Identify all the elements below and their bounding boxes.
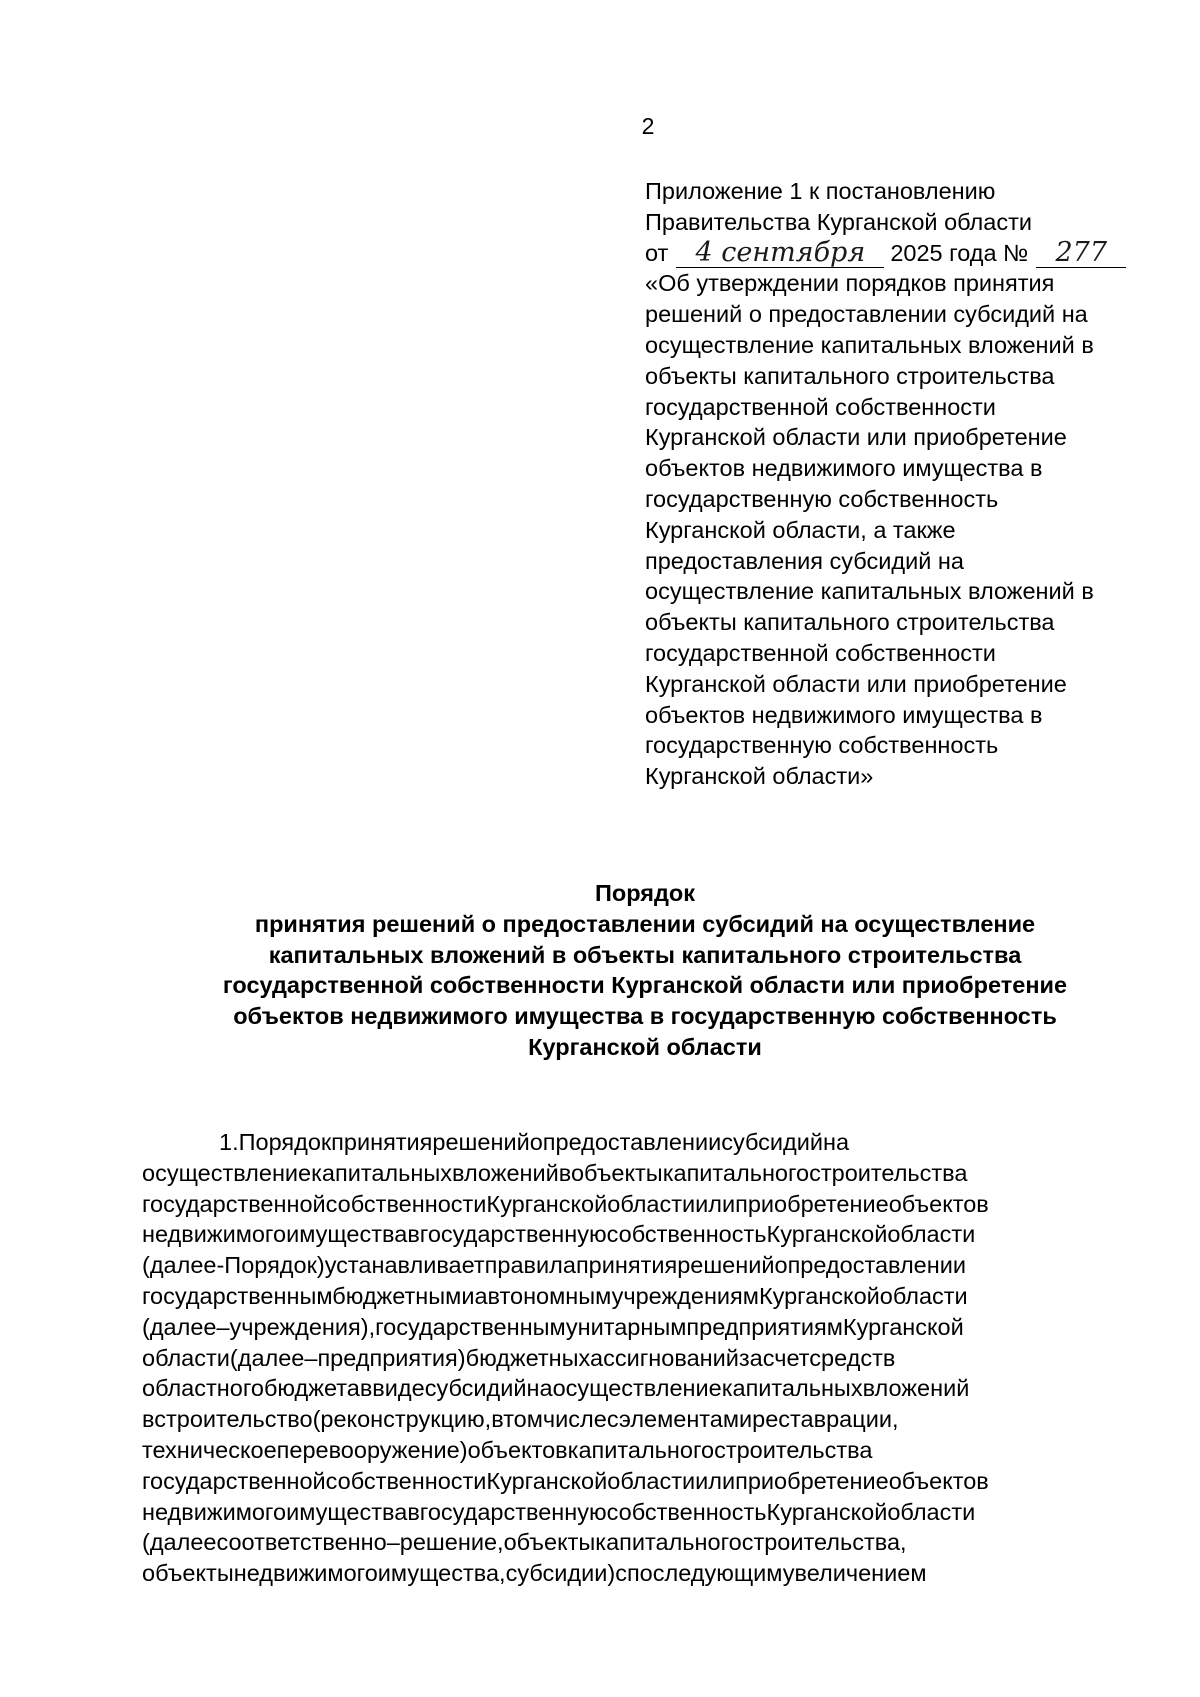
word: собственность bbox=[606, 1221, 767, 1248]
date-prefix: от bbox=[645, 239, 669, 266]
word: области bbox=[879, 1282, 968, 1309]
appendix-header bbox=[645, 176, 1165, 792]
word: (далее bbox=[229, 1344, 305, 1371]
word: в bbox=[359, 1375, 373, 1402]
word: бюджета bbox=[263, 1375, 360, 1402]
body-line bbox=[142, 1281, 1148, 1312]
word: государственным bbox=[142, 1282, 333, 1309]
body-line bbox=[142, 1466, 1148, 1497]
body-line bbox=[142, 1527, 1148, 1558]
appendix-subject-line: Курганской области» bbox=[645, 763, 874, 790]
word: увеличением bbox=[782, 1560, 927, 1587]
word: в bbox=[142, 1406, 155, 1433]
word: государственную bbox=[419, 1498, 607, 1525]
body-line bbox=[142, 1435, 1148, 1466]
handwritten-number: 277 bbox=[1036, 243, 1126, 268]
appendix-subject-line: объекты капитального строительства bbox=[645, 609, 1055, 636]
appendix-subject-line: осуществление капитальных вложений в bbox=[645, 578, 1094, 605]
word: – bbox=[304, 1344, 318, 1371]
appendix-subject-line: решений о предоставлении субсидий на bbox=[645, 301, 1088, 328]
word: с bbox=[606, 1406, 619, 1433]
word: за bbox=[738, 1344, 763, 1371]
word: перевооружение) bbox=[276, 1436, 468, 1463]
word: принятия bbox=[331, 1129, 433, 1155]
appendix-subject-line: Курганской области или приобретение bbox=[645, 670, 1067, 697]
word: строительства bbox=[809, 1159, 968, 1186]
title-line: Порядок bbox=[594, 880, 696, 906]
word: в bbox=[491, 1406, 504, 1433]
body-line bbox=[142, 1373, 1148, 1404]
word: области bbox=[142, 1344, 230, 1371]
word: бюджетных bbox=[465, 1344, 591, 1371]
word: осуществление bbox=[552, 1375, 722, 1402]
word: и bbox=[461, 1282, 475, 1309]
word: вложений bbox=[452, 1159, 559, 1186]
word: приобретение bbox=[735, 1467, 889, 1494]
word: капитальных bbox=[311, 1159, 452, 1186]
word: государственным bbox=[375, 1313, 566, 1340]
word: имущества bbox=[286, 1498, 408, 1525]
word: субсидии) bbox=[505, 1560, 616, 1587]
word: Курганской bbox=[758, 1282, 880, 1309]
appendix-subject-line: государственную собственность bbox=[645, 485, 999, 512]
word: Курганской bbox=[766, 1221, 888, 1248]
word: строительство bbox=[154, 1406, 313, 1433]
word: субсидий bbox=[424, 1375, 527, 1402]
word: недвижимого bbox=[142, 1221, 287, 1248]
word: решений bbox=[432, 1129, 530, 1155]
appendix-subject-line: государственной собственности bbox=[645, 639, 996, 666]
body-line bbox=[142, 1404, 1148, 1435]
word: последующим bbox=[626, 1560, 783, 1587]
word: объектов bbox=[467, 1436, 568, 1463]
word: - bbox=[216, 1252, 225, 1279]
word: реставрации, bbox=[752, 1406, 899, 1433]
word: с bbox=[615, 1560, 627, 1587]
word: в bbox=[407, 1498, 420, 1525]
word: предоставлении bbox=[542, 1129, 722, 1155]
word: имущества, bbox=[377, 1560, 506, 1587]
word: объектов bbox=[888, 1190, 989, 1217]
appendix-subject-line: предоставления субсидий на bbox=[645, 547, 964, 574]
title-line: государственной собственности Курганской области или приобретение bbox=[222, 972, 1068, 999]
word: приобретение bbox=[735, 1190, 889, 1217]
body-line bbox=[142, 1558, 1148, 1589]
appendix-subject-line: государственной собственности bbox=[645, 393, 996, 420]
word: средств bbox=[809, 1344, 896, 1371]
word: ассигнований bbox=[590, 1344, 739, 1371]
word: области bbox=[607, 1190, 696, 1217]
word: собственности bbox=[325, 1190, 487, 1217]
year-text: 2025 года № bbox=[890, 239, 1029, 266]
word: правила bbox=[484, 1252, 576, 1279]
appendix-subject-line: объекты капитального строительства bbox=[645, 362, 1055, 389]
word: том bbox=[503, 1406, 543, 1433]
word: областного bbox=[142, 1375, 264, 1402]
word: области bbox=[887, 1498, 976, 1525]
word: Курганской bbox=[486, 1190, 608, 1217]
word: учреждениям bbox=[611, 1282, 759, 1309]
word: (далее bbox=[142, 1313, 217, 1340]
word: – bbox=[216, 1313, 230, 1340]
word: решение, bbox=[399, 1529, 504, 1556]
word: техническое bbox=[142, 1436, 277, 1463]
word: бюджетным bbox=[332, 1282, 462, 1309]
word: капитальных bbox=[721, 1375, 863, 1402]
word: или bbox=[695, 1190, 736, 1217]
word: капитального bbox=[567, 1436, 715, 1463]
body-line bbox=[142, 1219, 1148, 1250]
word: счет bbox=[762, 1344, 810, 1371]
word: Курганской bbox=[766, 1498, 888, 1525]
page-number: 2 bbox=[641, 113, 655, 139]
word: о bbox=[529, 1129, 543, 1155]
word: элементами bbox=[618, 1406, 753, 1433]
word: Порядок bbox=[238, 1129, 332, 1155]
word: осуществление bbox=[142, 1159, 312, 1186]
word: в bbox=[558, 1159, 571, 1186]
word: о bbox=[774, 1252, 788, 1279]
word: соответственно bbox=[216, 1529, 387, 1556]
word: строительства bbox=[714, 1436, 873, 1463]
word: капитального bbox=[662, 1159, 810, 1186]
word: области bbox=[607, 1467, 696, 1494]
body-line bbox=[142, 1497, 1148, 1528]
word: строительства, bbox=[741, 1529, 907, 1556]
word: или bbox=[695, 1467, 736, 1494]
appendix-subject-line: осуществление капитальных вложений в bbox=[645, 331, 1094, 358]
word: – bbox=[386, 1529, 400, 1556]
body-paragraph bbox=[142, 1127, 1148, 1589]
appendix-line-2: Правительства Курганской области bbox=[645, 208, 1032, 235]
body-line bbox=[142, 1189, 1148, 1220]
handwritten-date: 4 сентября bbox=[676, 243, 884, 268]
title-line: капитальных вложений в объекты капитального строительства bbox=[268, 941, 1022, 968]
appendix-subject-line: объектов недвижимого имущества в bbox=[645, 701, 1043, 728]
word: предприятиям bbox=[686, 1313, 843, 1340]
word: на bbox=[526, 1375, 553, 1402]
word: субсидий bbox=[721, 1129, 824, 1155]
word: принятия bbox=[575, 1252, 678, 1279]
appendix-subject-line: Курганской области или приобретение bbox=[645, 424, 1067, 451]
word: вложений bbox=[862, 1375, 970, 1402]
word: Курганской bbox=[842, 1313, 964, 1340]
appendix-subject-line: объектов недвижимого имущества в bbox=[645, 455, 1043, 482]
word: автономным bbox=[474, 1282, 612, 1309]
word: числе bbox=[542, 1406, 607, 1433]
word: виде bbox=[372, 1375, 425, 1402]
word: государственной bbox=[142, 1190, 326, 1217]
word: унитарным bbox=[565, 1313, 687, 1340]
word: (реконструкцию, bbox=[312, 1406, 492, 1433]
appendix-line-1: Приложение 1 к постановлению bbox=[645, 178, 996, 204]
body-line bbox=[219, 1127, 1148, 1158]
word: объекты bbox=[503, 1529, 596, 1556]
word: решений bbox=[677, 1252, 775, 1279]
word: Порядок) bbox=[224, 1252, 325, 1279]
appendix-subject-line: Курганской области, а также bbox=[645, 516, 956, 543]
title-line: принятия решений о предоставлении субсидий на осуществление bbox=[254, 910, 1036, 937]
word: объекты bbox=[570, 1159, 663, 1186]
word: недвижимого bbox=[142, 1498, 287, 1525]
title-line: объектов недвижимого имущества в государственную собственность bbox=[233, 1003, 1057, 1030]
title-line: Курганской области bbox=[528, 1033, 762, 1060]
word: недвижимого bbox=[233, 1560, 378, 1587]
word: предприятия) bbox=[317, 1344, 466, 1371]
document-title bbox=[140, 878, 1150, 1063]
word: области bbox=[887, 1221, 976, 1248]
word: собственность bbox=[606, 1498, 767, 1525]
word: Курганской bbox=[486, 1467, 608, 1494]
word: государственную bbox=[419, 1221, 607, 1248]
body-line bbox=[142, 1312, 1148, 1343]
word: устанавливает bbox=[324, 1252, 485, 1279]
word: предоставлении bbox=[787, 1252, 966, 1279]
word: (далее bbox=[142, 1529, 217, 1556]
word: на bbox=[823, 1129, 850, 1155]
word: 1. bbox=[219, 1129, 239, 1155]
body-line bbox=[142, 1158, 1148, 1189]
word: объектов bbox=[888, 1467, 989, 1494]
appendix-subject-line: «Об утверждении порядков принятия bbox=[645, 270, 1055, 297]
appendix-date-line bbox=[645, 238, 1165, 269]
body-line bbox=[142, 1250, 1148, 1281]
word: объекты bbox=[142, 1560, 234, 1587]
word: в bbox=[407, 1221, 420, 1248]
appendix-subject-line: государственную собственность bbox=[645, 732, 999, 759]
word: собственности bbox=[325, 1467, 487, 1494]
word: государственной bbox=[142, 1467, 326, 1494]
word: имущества bbox=[286, 1221, 408, 1248]
word: учреждения), bbox=[229, 1313, 376, 1340]
body-line bbox=[142, 1343, 1148, 1374]
word: капитального bbox=[595, 1529, 742, 1556]
word: (далее bbox=[142, 1252, 217, 1279]
